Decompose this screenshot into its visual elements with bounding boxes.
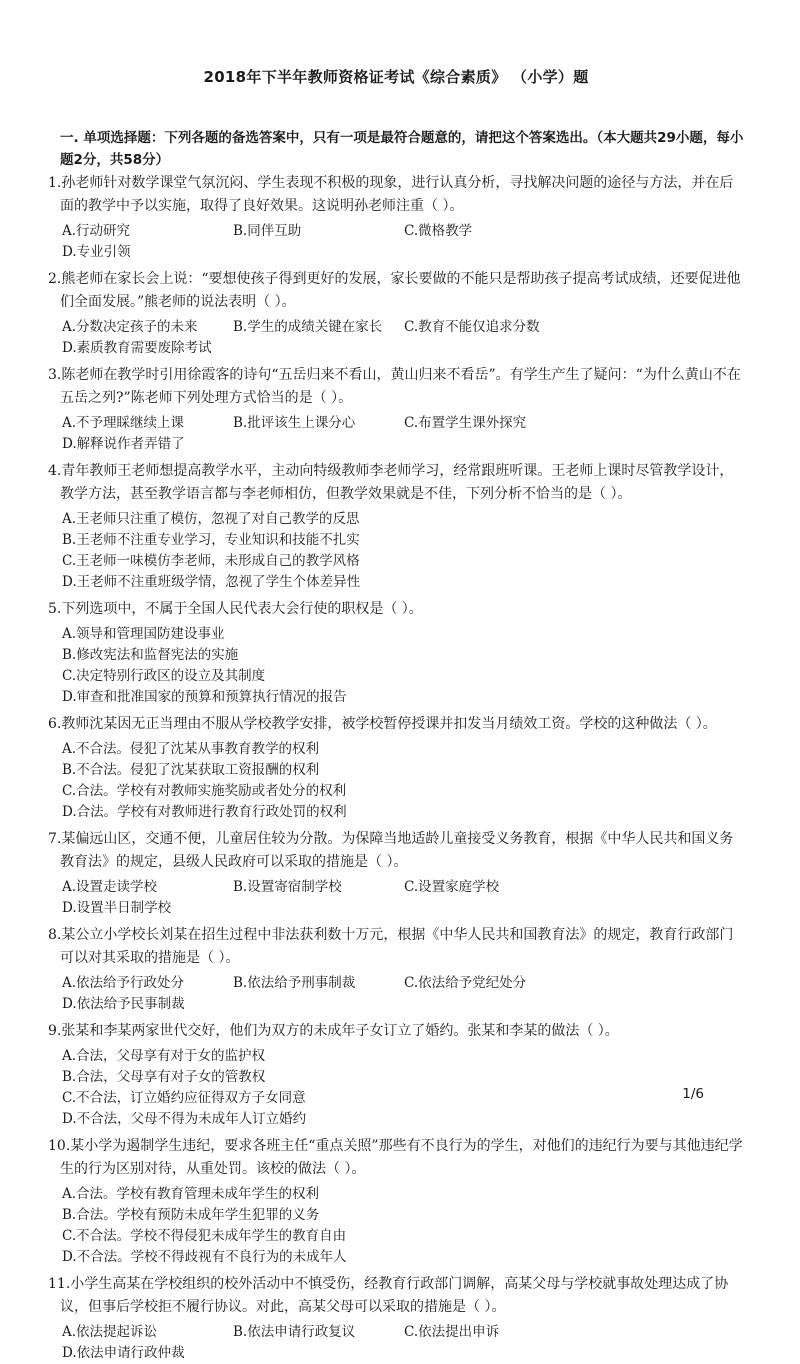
- answer-option: D.不合法，父母不得为未成年人订立婚约: [62, 1111, 307, 1127]
- answer-option: A.合法。学校有教育管理未成年学生的权利: [62, 1186, 320, 1202]
- question-item: [48, 172, 744, 263]
- answer-option: D.解释说作者弄错了: [62, 436, 185, 452]
- question-item: [48, 460, 744, 593]
- answer-option: A.依法提起诉讼: [62, 1324, 158, 1340]
- option-group: [48, 1046, 744, 1130]
- question-item: [48, 364, 744, 455]
- option-group: [48, 221, 744, 263]
- answer-option: C.王老师一味模仿李老师，未形成自己的教学风格: [62, 553, 360, 569]
- option-group: [48, 973, 744, 1015]
- question-item: [48, 828, 744, 919]
- answer-option: B.王老师不注重专业学习，专业知识和技能不扎实: [62, 532, 360, 548]
- question-stem: 2.熊老师在家长会上说：“要想使孩子得到更好的发展，家长要做的不能只是帮助孩子提高考试成绩，还要促进他们全面发展。”熊老师的说法表明（ ）。: [48, 271, 741, 310]
- answer-option: D.设置半日制学校: [62, 900, 172, 916]
- answer-option: D.王老师不注重班级学情，忽视了学生个体差异性: [62, 574, 361, 590]
- option-group: [48, 317, 744, 359]
- answer-option: C.设置家庭学校: [404, 879, 500, 895]
- answer-option: D.依法申请行政仲裁: [62, 1345, 185, 1361]
- option-group: [48, 624, 744, 708]
- option-group: [48, 509, 744, 593]
- question-stem: 8.某公立小学校长刘某在招生过程中非法获利数十万元，根据《中华人民共和国教育法》的规定，教育行政部门可以对其采取的措施是（ ）。: [48, 927, 734, 966]
- question-item: [48, 268, 744, 359]
- option-group: [48, 1322, 744, 1364]
- question-stem: 3.陈老师在教学时引用徐霞客的诗句“五岳归来不看山，黄山归来不看岳”。有学生产生了疑问：“为什么黄山不在五岳之列?”陈老师下列处理方式恰当的是（ ）。: [48, 367, 741, 406]
- section-heading: 一. 单项选择题：下列各题的备选答案中，只有一项是最符合题意的，请把这个答案选出。（本大题共29小题，每小题2分，共58分）: [60, 130, 744, 168]
- answer-option: D.依法给予民事制裁: [62, 996, 185, 1012]
- question-item: [48, 1020, 744, 1130]
- answer-option: C.教育不能仅追求分数: [404, 319, 540, 335]
- question-list: [48, 172, 744, 1364]
- answer-option: C.不合法。学校不得侵犯未成年学生的教育自由: [62, 1228, 347, 1244]
- answer-option: C.依法提出申诉: [404, 1324, 500, 1340]
- option-group: [48, 877, 744, 919]
- option-group: [48, 1184, 744, 1268]
- question-stem: 9.张某和李某两家世代交好，他们为双方的未成年子女订立了婚约。张某和李某的做法（ ）。: [48, 1023, 619, 1039]
- question-stem: 11.小学生高某在学校组织的校外活动中不慎受伤，经教育行政部门调解，高某父母与学校就事故处理达成了协议，但事后学校拒不履行协议。对此，高某父母可以采取的措施是（ ）。: [48, 1276, 729, 1315]
- answer-option: B.依法给予刑事制裁: [233, 975, 356, 991]
- answer-option: C.决定特别行政区的设立及其制度: [62, 668, 266, 684]
- answer-option: A.不予理睬继续上课: [62, 415, 185, 431]
- question-stem: 1.孙老师针对数学课堂气氛沉闷、学生表现不积极的现象，进行认真分析，寻找解决问题的途径与方法，并在后面的教学中予以实施，取得了良好效果。这说明孙老师注重（ ）。: [48, 175, 734, 214]
- answer-option: B.合法，父母享有对子女的管教权: [62, 1069, 266, 1085]
- answer-option: D.审查和批准国家的预算和预算执行情况的报告: [62, 689, 347, 705]
- answer-option: A.行动研究: [62, 223, 131, 239]
- question-item: [48, 924, 744, 1015]
- answer-option: C.合法。学校有对教师实施奖励或者处分的权利: [62, 783, 347, 799]
- answer-option: B.学生的成绩关键在家长: [233, 319, 383, 335]
- answer-option: A.依法给予行政处分: [62, 975, 185, 991]
- answer-option: D.不合法。学校不得歧视有不良行为的未成年人: [62, 1249, 347, 1265]
- question-item: [48, 1273, 744, 1364]
- question-stem: 4.青年教师王老师想提高教学水平，主动向特级教师李老师学习，经常跟班听课。王老师上课时尽管教学设计，教学方法，甚至教学语言都与李老师相仿，但教学效果就是不佳，下列分析不恰当的是（ ）。: [48, 463, 734, 502]
- answer-option: A.王老师只注重了模仿，忽视了对自己教学的反思: [62, 511, 360, 527]
- answer-option: D.合法。学校有对教师进行教育行政处罚的权利: [62, 804, 347, 820]
- answer-option: B.合法。学校有预防未成年学生犯罪的义务: [62, 1207, 320, 1223]
- answer-option: C.不合法，订立婚约应征得双方子女同意: [62, 1090, 306, 1106]
- answer-option: C.布置学生课外探究: [404, 415, 527, 431]
- answer-option: B.不合法。侵犯了沈某获取工资报酬的权利: [62, 762, 320, 778]
- exam-title: 2018年下半年教师资格证考试《综合素质》 （小学）题: [203, 68, 589, 86]
- question-stem: 5.下列选项中，不属于全国人民代表大会行使的职权是（ ）。: [48, 601, 423, 617]
- answer-option: D.素质教育需要废除考试: [62, 340, 212, 356]
- page-number: 1/6: [682, 1086, 704, 1102]
- question-stem: 7.某偏远山区，交通不便，儿童居住较为分散。为保障当地适龄儿童接受义务教育，根据《中华人民共和国义务教育法》的规定，县级人民政府可以采取的措施是（ ）。: [48, 831, 734, 870]
- question-item: [48, 713, 744, 823]
- answer-option: A.合法，父母享有对于女的监护权: [62, 1048, 266, 1064]
- question-item: [48, 1135, 744, 1268]
- answer-option: C.微格教学: [404, 223, 473, 239]
- option-group: [48, 739, 744, 823]
- answer-option: B.修改宪法和监督宪法的实施: [62, 647, 239, 663]
- answer-option: C.依法给予党纪处分: [404, 975, 527, 991]
- answer-option: A.领导和管理国防建设事业: [62, 626, 225, 642]
- question-item: [48, 598, 744, 708]
- answer-option: A.分数决定孩子的未来: [62, 319, 198, 335]
- answer-option: B.批评该生上课分心: [233, 415, 356, 431]
- option-group: [48, 413, 744, 455]
- answer-option: D.专业引领: [62, 244, 131, 260]
- answer-option: B.依法申请行政复议: [233, 1324, 356, 1340]
- answer-option: A.设置走读学校: [62, 879, 158, 895]
- answer-option: B.设置寄宿制学校: [233, 879, 342, 895]
- answer-option: A.不合法。侵犯了沈某从事教育教学的权利: [62, 741, 320, 757]
- answer-option: B.同伴互助: [233, 223, 302, 239]
- question-stem: 10.某小学为遏制学生违纪，要求各班主任“重点关照”那些有不良行为的学生，对他们的违纪行为要与其他违纪学生的行为区别对待，从重处罚。该校的做法（ ）。: [48, 1138, 743, 1177]
- question-stem: 6.教师沈某因无正当理由不服从学校教学安排，被学校暂停授课并扣发当月绩效工资。学校的这种做法（ ）。: [48, 716, 717, 732]
